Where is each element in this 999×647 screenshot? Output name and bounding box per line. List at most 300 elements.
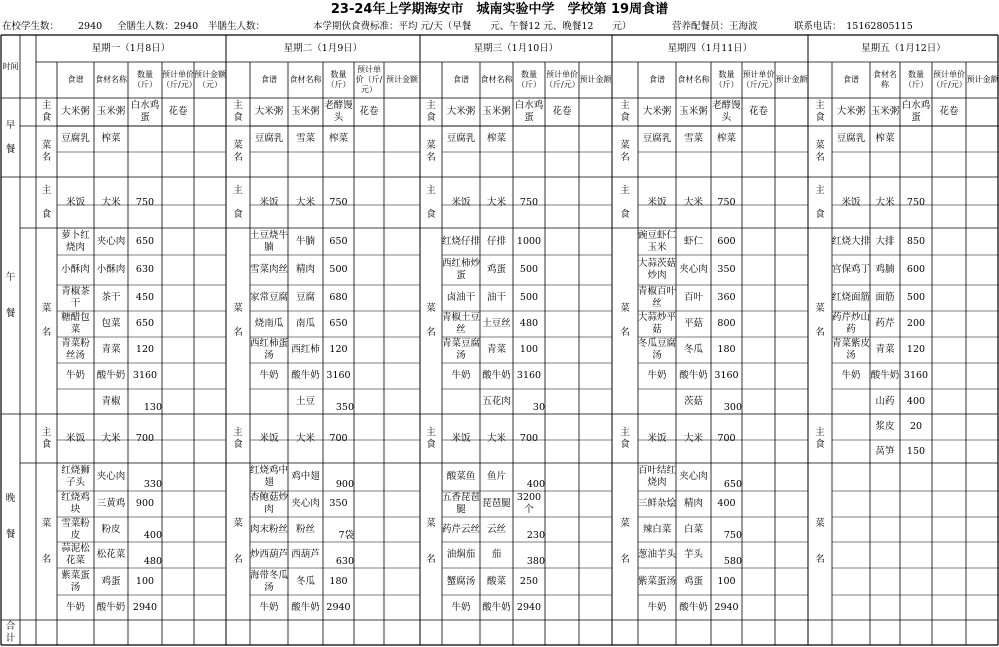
menu-dish: 小酥肉 [61,264,90,275]
menu-ingredient: 山药 [875,395,895,407]
menu-dish [250,389,288,414]
menu-price [354,491,384,517]
menu-dish [57,389,94,414]
col-header-mon: 食谱 [67,75,84,84]
menu-price [545,595,579,620]
menu-quantity: 老酵馒头 [324,100,353,123]
menu-quantity: 700 [717,432,736,444]
menu-ingredient: 大米 [486,432,506,444]
menu-ingredient: 松花菜 [96,549,126,560]
menu-quantity [900,126,932,152]
menu-ingredient: 浆皮 [875,421,895,432]
menu-dish: 豆腐乳 [61,133,90,144]
half-board-count: 半膳生人数： [208,21,266,32]
col-header-thu: 数量（斤） [714,70,739,89]
menu-price [162,255,194,285]
menu-quantity: 200 [906,318,926,329]
menu-dish: 萝卜红烧肉 [61,229,90,253]
menu-dish: 冬瓜豆腐汤 [638,338,677,361]
cat-staple-dinner-mon: 主 食 [41,426,52,450]
menu-quantity: 榨菜 [716,133,736,144]
menu-ingredient: 包菜 [101,318,121,329]
menu-quantity: 700 [135,432,155,444]
menu-price [742,491,775,517]
menu-price [162,228,194,255]
menu-ingredient: 鸡蛋 [683,575,703,587]
col-header-tue: 食谱 [261,75,277,84]
menu-price [162,285,194,311]
menu-ingredient: 酸牛奶 [482,601,511,613]
cat-staple-dinner-wed: 主 食 [426,426,436,450]
menu-dish: 大米粥 [446,106,476,117]
menu-price [354,414,384,463]
phone-number: 联系电话： 15162805115 [794,21,913,32]
col-header-wed: 预计金额 [579,75,612,84]
menu-quantity: 630 [335,556,354,567]
cat-staple-fri: 主 食 [815,100,825,123]
menu-quantity: 3160 [903,370,929,381]
meal-lunch: 午 餐 [5,271,16,319]
menu-ingredient: 大米 [875,196,895,208]
menu-quantity: 1000 [516,235,542,247]
menu-quantity: 380 [526,556,545,567]
col-header-tue: 数量（斤） [326,70,351,89]
cat-dish-lunch-tue: 菜 名 [233,303,243,338]
menu-quantity: 650 [329,235,348,247]
menu-price [162,363,194,389]
menu-ingredient: 小酥肉 [96,264,126,275]
menu-quantity: 100 [717,575,736,587]
menu-ingredient: 大米 [683,432,703,444]
menu-price [354,337,384,363]
menu-ingredient: 玉米粥 [679,106,708,117]
menu-quantity: 2940 [132,601,158,613]
menu-ingredient: 粉皮 [101,523,121,535]
menu-ingredient: 夹心肉 [291,498,320,509]
menu-price [932,311,966,337]
menu-price [354,542,384,568]
menu-ingredient: 大米 [295,432,315,444]
menu-price [545,337,579,363]
menu-quantity: 白水鸡蛋 [130,100,160,123]
menu-dish: 豆腐乳 [642,133,672,144]
menu-quantity: 480 [519,318,539,329]
menu-dish: 豆腐乳 [254,133,284,144]
menu-price [742,595,775,620]
menu-ingredient: 玉米粥 [291,106,320,117]
menu-dish: 紫菜蛋汤 [638,575,677,587]
menu-price [354,285,384,311]
menu-quantity: 800 [717,318,736,329]
menu-quantity: 630 [135,264,155,275]
menu-ingredient: 青椒 [101,395,121,407]
menu-price [162,542,194,568]
col-header-fri: 数量（斤） [904,70,928,89]
menu-quantity: 180 [717,344,736,355]
cat-dish-fri: 菜 名 [815,139,825,163]
cat-staple-mon: 主 食 [41,100,52,123]
corner-header: 时间 [2,61,19,71]
menu-quantity: 360 [717,292,736,303]
menu-price [354,363,384,389]
menu-quantity: 750 [519,196,539,208]
meal-total: 合 计 [5,620,16,644]
menu-quantity: 500 [329,264,348,275]
col-header-fri: 食谱 [843,75,859,84]
menu-ingredient: 粉丝 [295,523,315,535]
col-header-wed: 预计单价（斤/元） [545,70,580,89]
menu-quantity: 750 [717,196,736,208]
menu-dish: 土豆烧牛腩 [250,229,289,253]
menu-price [162,517,194,542]
menu-ingredient: 酸菜 [486,575,506,587]
day-header-wed: 星期三（1月10日） [473,42,559,54]
menu-ingredient: 大排 [875,235,895,247]
menu-dish: 大米粥 [836,106,866,117]
menu-ingredient: 冬瓜 [295,575,315,587]
menu-ingredient: 酸牛奶 [870,370,900,381]
menu-ingredient: 酸牛奶 [96,370,126,381]
menu-price: 花卷 [552,106,572,117]
menu-quantity [513,126,545,152]
cat-staple-dinner-thu: 主 食 [620,426,630,450]
menu-quantity: 350 [335,402,354,413]
students-label: 在校学生数： [2,21,60,32]
menu-price [162,177,194,228]
cat-dish-wed: 菜 名 [426,139,436,163]
menu-price [162,568,194,595]
menu-ingredient: 云丝 [486,523,506,535]
menu-dish: 五香琵琶腿 [442,492,481,515]
menu-ingredient: 南瓜 [295,318,315,329]
menu-quantity: 3160 [516,370,542,381]
cat-dish-dinner-fri: 菜 名 [815,517,825,565]
menu-price: 花卷 [748,106,768,117]
col-header-tue: 预计单价（斤/元） [355,65,383,94]
menu-quantity: 600 [906,264,926,275]
menu-quantity: 230 [526,530,545,541]
menu-ingredient: 青菜 [486,344,506,355]
menu-price [545,389,579,414]
menu-dish [832,389,870,414]
menu-price [932,285,966,311]
menu-quantity: 白水鸡蛋 [514,100,544,123]
menu-ingredient: 玉米粥 [870,106,900,117]
menu-quantity: 750 [723,530,742,541]
col-header-mon: 预计单价（斤/元） [162,70,197,89]
menu-ingredient: 药芹 [875,318,895,329]
cat-staple-thu: 主 食 [620,100,630,123]
menu-dish: 青椒百叶丝 [638,286,677,309]
menu-dish: 青椒茶干 [61,286,90,309]
menu-dish: 米饭 [259,432,279,444]
menu-quantity: 300 [723,402,742,413]
menu-ingredient: 豆腐 [295,292,315,303]
menu-price [545,228,579,255]
menu-dish: 米饭 [841,196,861,208]
menu-price [742,389,775,414]
menu-price [354,595,384,620]
cat-dish-lunch-mon: 菜 名 [41,303,52,338]
menu-dish: 红烧大排 [832,235,871,247]
menu-ingredient: 鸡中翅 [291,471,320,482]
menu-dish: 卤油干 [446,292,476,303]
menu-dish: 米饭 [647,196,667,208]
menu-price: 花卷 [939,106,959,117]
menu-dish: 牛奶 [65,601,85,613]
cat-staple-lunch-wed: 主 食 [426,184,436,220]
cat-dish-dinner-mon: 菜 名 [41,517,52,565]
menu-price [742,311,775,337]
menu-quantity: 850 [906,235,926,247]
cat-dish-lunch-fri: 菜 名 [815,303,825,338]
menu-price [545,463,579,491]
col-header-wed: 食材名称 [480,75,513,84]
menu-price: 花卷 [359,106,379,117]
menu-ingredient: 鸡蛋 [101,575,121,587]
menu-price [354,255,384,285]
menu-ingredient: 仔排 [486,235,506,247]
menu-quantity: 650 [135,318,155,329]
menu-quantity: 500 [906,292,926,303]
menu-ingredient: 雪菜 [295,133,315,144]
menu-quantity: 400 [143,530,162,541]
day-header-fri: 星期五（1月12日） [861,42,946,54]
day-header-tue: 星期二（1月9日） [283,42,363,54]
menu-price [545,311,579,337]
menu-quantity: 680 [329,292,348,303]
menu-quantity: 250 [519,575,539,587]
menu-dish: 杏鲍菇炒肉 [250,492,289,515]
menu-quantity: 650 [723,479,742,490]
menu-price [545,126,579,152]
menu-dish: 油焖茄 [446,549,476,560]
menu-price [932,363,966,389]
col-header-tue: 预计金额 [386,75,418,84]
menu-quantity: 700 [329,432,348,444]
menu-price [354,311,384,337]
menu-quantity: 榨菜 [328,133,348,144]
menu-price [742,517,775,542]
menu-dish: 药芹云丝 [442,523,481,535]
menu-dish: 西红柿蛋汤 [250,338,289,361]
col-header-thu: 食材名称 [677,75,710,84]
menu-ingredient: 白菜 [683,523,703,535]
menu-price [545,414,579,463]
menu-quantity: 30 [532,402,545,413]
menu-quantity: 150 [906,445,926,457]
menu-quantity: 120 [906,344,926,355]
menu-ingredient: 精肉 [683,498,703,509]
menu-dish: 肉末粉丝 [250,523,289,535]
menu-dish: 米饭 [65,432,85,444]
menu-quantity: 750 [906,196,926,208]
menu-price [354,126,384,152]
menu-quantity: 3160 [326,370,351,381]
menu-quantity: 400 [717,498,736,509]
menu-ingredient: 平菇 [683,318,703,329]
menu-quantity: 750 [135,196,155,208]
menu-ingredient: 酸牛奶 [679,601,708,613]
menu-quantity: 130 [143,402,162,413]
menu-price [545,363,579,389]
menu-price [932,177,966,228]
menu-price [354,389,384,414]
col-header-mon: 预计金额（元） [194,70,226,89]
menu-ingredient: 茄 [491,549,502,560]
menu-dish: 红烧鸡块 [61,492,90,515]
cat-dish-lunch-wed: 菜 名 [426,303,436,338]
menu-dish [638,389,676,414]
menu-dish: 牛奶 [259,601,279,613]
menu-dish: 豌豆虾仁玉米 [638,229,677,253]
students-value: 2940 [78,21,103,32]
menu-price [162,389,194,414]
menu-dish: 牛奶 [451,601,471,613]
menu-dish: 药芹炒山药 [832,312,871,335]
menu-ingredient: 大米 [101,432,121,444]
menu-ingredient: 大米 [683,196,703,208]
menu-ingredient: 酸牛奶 [482,370,511,381]
menu-dish: 雪菜肉丝 [250,264,289,275]
menu-dish: 米饭 [451,196,471,208]
menu-quantity: 3160 [714,370,739,381]
menu-price [162,491,194,517]
menu-quantity: 120 [329,344,348,355]
menu-ingredient: 土豆 [295,395,315,407]
menu-quantity: 750 [329,196,348,208]
menu-dish [832,440,870,463]
full-board-count: 全膳生人数：2940 [117,21,199,32]
menu-quantity: 3160 [132,370,158,381]
menu-price [545,542,579,568]
menu-ingredient: 大米 [295,196,315,208]
fee-standard: 本学期伙食费标准：平均 元/天（早餐 元、午餐12 元、晚餐12 元） [313,21,632,32]
meal-dinner: 晚 餐 [5,493,16,540]
day-header-mon: 星期一（1月8日） [91,42,171,54]
menu-ingredient: 莴笋 [875,445,895,457]
menu-price [162,463,194,491]
cat-staple-lunch-tue: 主 食 [233,184,243,220]
menu-quantity: 180 [329,575,348,587]
menu-price [742,255,775,285]
menu-quantity: 白水鸡蛋 [901,100,931,123]
menu-quantity: 900 [335,479,354,490]
menu-ingredient: 大米 [101,196,121,208]
menu-quantity: 600 [717,235,736,247]
menu-ingredient: 榨菜 [875,133,895,144]
menu-dish: 米饭 [647,432,667,444]
menu-ingredient: 西葫芦 [291,549,320,560]
menu-ingredient: 玉米粥 [482,106,511,117]
menu-dish: 紫菜蛋汤 [61,569,90,593]
menu-quantity: 350 [329,498,348,509]
menu-dish: 西红柿炒蛋 [442,258,481,281]
menu-price [742,363,775,389]
menu-ingredient: 面筋 [875,292,895,303]
menu-quantity: 580 [723,556,742,567]
menu-price [162,595,194,620]
menu-ingredient: 茶干 [101,292,121,303]
menu-price [742,337,775,363]
menu-price [545,491,579,517]
menu-price: 花卷 [168,106,188,117]
menu-ingredient: 牛腩 [295,235,315,247]
col-header-thu: 预计单价（斤/元） [742,70,777,89]
menu-ingredient: 雪菜 [683,133,703,144]
menu-quantity: 3200个 [516,492,542,515]
col-header-wed: 食谱 [453,75,469,84]
menu-dish: 豆腐乳 [446,133,476,144]
menu-ingredient: 五花肉 [482,395,511,407]
menu-dish: 炒西葫芦 [250,549,289,560]
menu-quantity: 650 [135,235,155,247]
menu-ingredient: 青菜 [875,344,895,355]
menu-price [742,542,775,568]
menu-dish: 大蒜炒平菇 [638,312,677,335]
menu-ingredient: 西红柿 [291,344,320,355]
menu-quantity [128,126,162,152]
col-header-thu: 食谱 [649,75,665,84]
menu-ingredient: 玉米粥 [96,106,126,117]
menu-ingredient: 夹心肉 [96,235,126,247]
menu-dish: 青菜豆腐汤 [442,338,481,361]
menu-dish: 牛奶 [451,370,471,381]
menu-price [354,463,384,491]
menu-price [354,177,384,228]
menu-ingredient: 冬瓜 [683,344,703,355]
cat-staple-tue: 主 食 [233,100,243,123]
menu-price [545,517,579,542]
menu-dish: 海带冬瓜汤 [250,569,289,593]
menu-quantity: 900 [135,498,155,509]
menu-dish: 大蒜茨菇炒肉 [638,258,677,281]
menu-quantity: 450 [135,292,155,303]
menu-dish: 牛奶 [841,370,861,381]
menu-ingredient: 土豆丝 [482,318,511,329]
menu-dish: 蟹腐汤 [446,575,476,587]
menu-quantity: 2940 [714,601,739,613]
menu-price [932,337,966,363]
menu-price [162,311,194,337]
menu-quantity: 120 [135,344,155,355]
menu-price [742,228,775,255]
menu-ingredient: 酸牛奶 [291,370,320,381]
menu-ingredient: 青菜 [101,344,121,355]
menu-dish: 葱油芋头 [638,549,677,560]
menu-ingredient: 酸牛奶 [291,601,320,613]
menu-dish: 三鲜杂烩 [638,498,677,509]
menu-dish: 百叶结红烧肉 [638,465,677,488]
menu-dish: 酸菜鱼 [446,471,476,482]
menu-quantity: 330 [143,479,162,490]
menu-dish: 大米粥 [642,106,672,117]
menu-quantity: 700 [519,432,539,444]
menu-price [932,440,966,463]
menu-ingredient: 琵琶腿 [482,498,511,509]
menu-price [932,389,966,414]
menu-quantity: 500 [519,264,539,275]
menu-dish: 宫保鸡丁 [832,264,871,275]
menu-dish: 糖醋包菜 [61,312,90,335]
menu-dish: 大米粥 [61,106,90,117]
cat-staple-dinner-tue: 主 食 [233,426,243,450]
menu-ingredient: 夹心肉 [96,471,126,482]
menu-quantity: 350 [717,264,736,275]
menu-quantity: 2940 [516,601,542,613]
menu-price [162,414,194,463]
col-header-thu: 预计金额 [775,75,808,84]
